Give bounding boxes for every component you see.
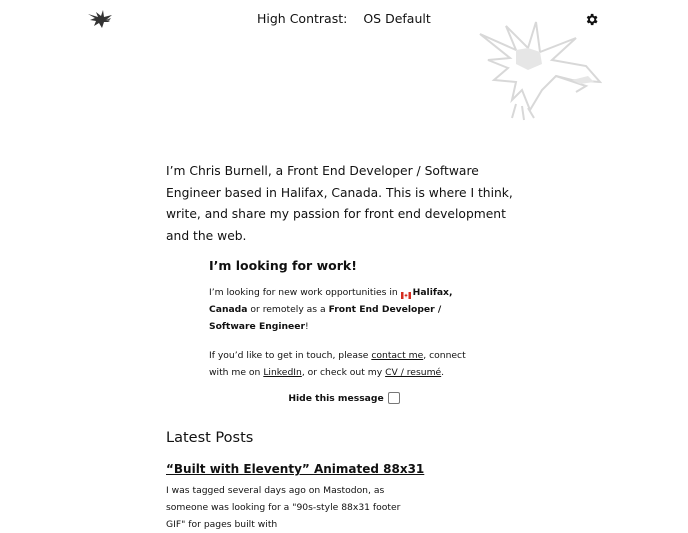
high-contrast-label: High Contrast: [257,11,348,26]
linkedin-link[interactable]: LinkedIn [263,367,302,378]
hide-message-label[interactable]: Hide this message [288,392,384,404]
cv-resume-link[interactable]: CV / resumé [385,367,442,378]
contact-text-prefix: If you’d like to get in touch, please [209,350,372,361]
contact-text-mid: , connect with me on [209,350,466,378]
intro-paragraph: I’m Chris Burnell, a Front End Developer / Software Engineer based in Halifax, Canada. This is where I think, write, and share my passion for front end development and the web. [166,164,513,243]
post-title-link[interactable]: “Built with Eleventy” Animated 88x31 [166,462,425,476]
work-notice-contact-paragraph [209,347,479,381]
work-location: Halifax, Canada [209,287,453,315]
post-excerpt: I was tagged several days ago on Mastodon, as someone was looking for a "90s-style 88x31 footer GIF" for pages built with [166,485,401,530]
high-contrast-value[interactable]: OS Default [363,11,431,26]
canada-flag-icon [401,288,411,295]
hide-message-control[interactable] [209,392,479,404]
work-role: Front End Developer / Software Engineer [209,304,442,332]
eagle-logo-icon[interactable] [86,8,116,32]
hide-message-checkbox[interactable] [388,392,400,404]
work-notice-location-paragraph [209,284,479,335]
contact-me-link[interactable]: contact me [371,350,424,361]
high-contrast-setting[interactable] [257,11,431,26]
contact-text-suffix: . [441,367,445,378]
work-text-prefix: I’m looking for new work opportunities in [209,287,401,298]
work-notice [209,258,479,404]
latest-posts-heading: Latest Posts [166,430,254,446]
contact-text-mid2: , or check out my [301,367,386,378]
work-text-mid: or remotely as a [247,304,329,315]
work-notice-title: I’m looking for work! [209,258,357,273]
eagle-watermark-icon [476,20,602,124]
work-text-suffix: ! [305,321,309,332]
